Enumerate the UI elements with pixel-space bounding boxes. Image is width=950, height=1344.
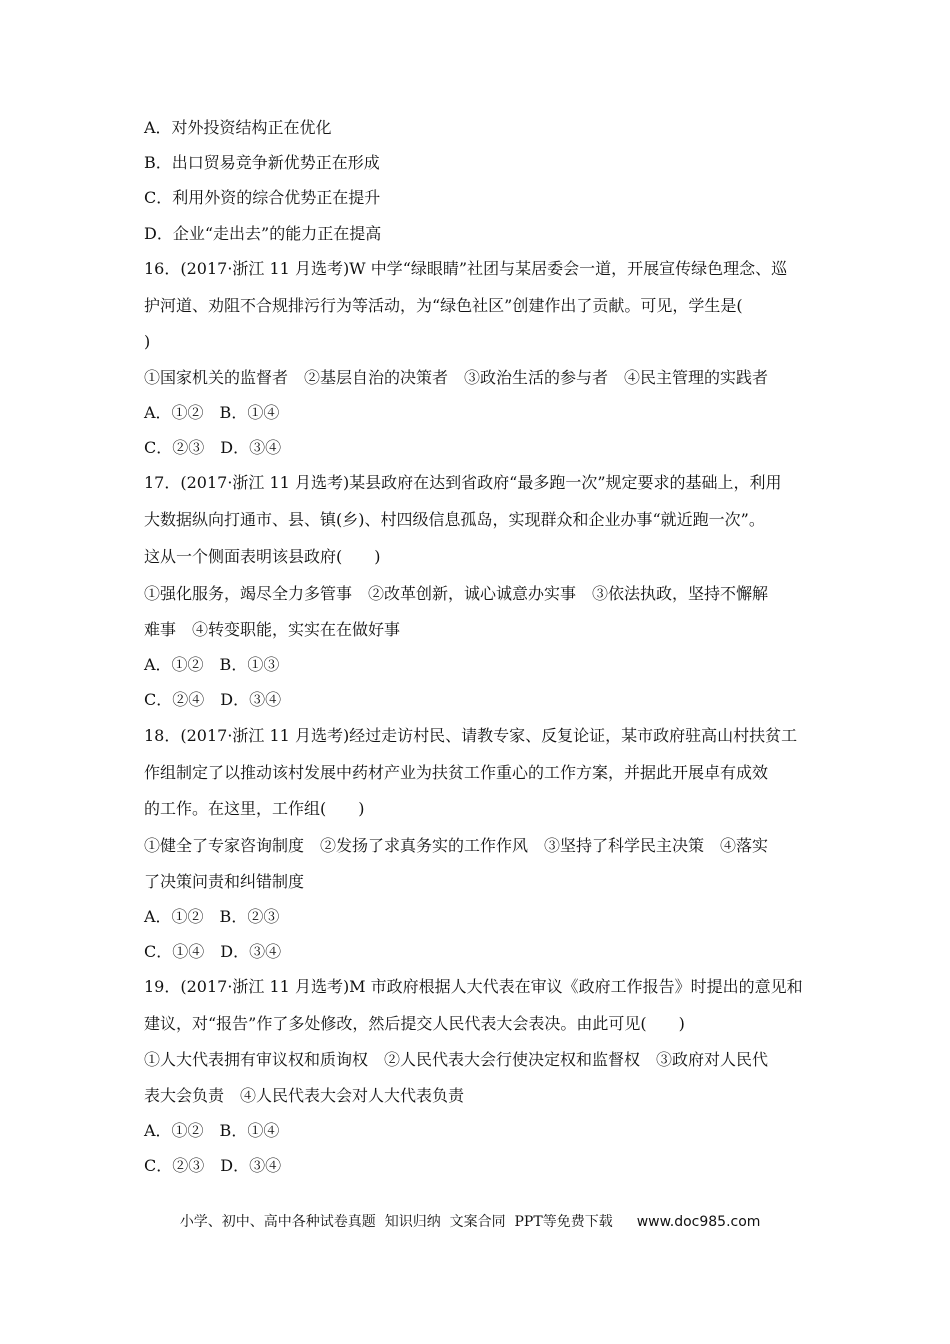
page-footer — [162, 1192, 760, 1252]
question-18-stem: 作组制定了以推动该村发展中药材产业为扶贫工作重心的工作方案，并据此开展卓有成效 — [144, 763, 769, 782]
question-16-stem: ) — [144, 332, 151, 351]
footer-text: 小学、初中、高中各种试卷真题 知识归纳 文案合同 PPT等免费下载 — [179, 1214, 613, 1230]
question-17-statements: 难事 ④转变职能，实实在在做好事 — [144, 620, 401, 639]
question-18-option: A．①② B．②③ — [144, 907, 280, 926]
question-19-statements: 表大会负责 ④人民代表大会对人大代表负责 — [144, 1086, 465, 1105]
question-17-statements: ①强化服务，竭尽全力多管事 ②改革创新，诚心诚意办实事 ③依法执政，坚持不懈解 — [144, 584, 769, 603]
question-16-option: C．②③ D．③④ — [144, 438, 282, 457]
question-18-stem: 的工作。在这里，工作组( ) — [144, 799, 365, 818]
question-17-stem: 大数据纵向打通市、县、镇(乡)、村四级信息孤岛，实现群众和企业办事“就近跑一次”。 — [144, 510, 765, 529]
question-16-stem: 16．(2017·浙江 11 月选考)W 中学“绿眼睛”社团与某居委会一道，开展宣传绿色理念、巡 — [144, 259, 788, 278]
option-line: D．企业“走出去”的能力正在提高 — [144, 224, 382, 243]
question-16-statements: ①国家机关的监督者 ②基层自治的决策者 ③政治生活的参与者 ④民主管理的实践者 — [144, 368, 769, 387]
option-line: C．利用外资的综合优势正在提升 — [144, 188, 381, 207]
question-19-stem: 建议，对“报告”作了多处修改，然后提交人民代表大会表决。由此可见( ) — [144, 1014, 685, 1033]
question-17-stem: 这从一个侧面表明该县政府( ) — [144, 547, 381, 566]
question-17-option: C．②④ D．③④ — [144, 690, 282, 709]
question-19-option: C．②③ D．③④ — [144, 1156, 282, 1175]
question-18-statements: 了决策问责和纠错制度 — [144, 872, 305, 891]
question-16-stem: 护河道、劝阻不合规排污行为等活动，为“绿色社区”创建作出了贡献。可见，学生是( — [144, 296, 743, 315]
question-18-option: C．①④ D．③④ — [144, 942, 282, 961]
question-19-stem: 19．(2017·浙江 11 月选考)M 市政府根据人大代表在审议《政府工作报告》时提出的意见和 — [144, 977, 803, 996]
option-line: B．出口贸易竞争新优势正在形成 — [144, 153, 380, 172]
question-17-option: A．①② B．①③ — [144, 655, 280, 674]
question-19-statements: ①人大代表拥有审议权和质询权 ②人民代表大会行使决定权和监督权 ③政府对人民代 — [144, 1050, 769, 1069]
footer-url-link[interactable]: www.doc985.com — [636, 1214, 761, 1230]
question-19-option: A．①② B．①④ — [144, 1121, 280, 1140]
option-line: A．对外投资结构正在优化 — [144, 118, 332, 137]
question-17-stem: 17．(2017·浙江 11 月选考)某县政府在达到省政府“最多跑一次”规定要求的基础上，利用 — [144, 473, 782, 492]
question-18-statements: ①健全了专家咨询制度 ②发扬了求真务实的工作作风 ③坚持了科学民主决策 ④落实 — [144, 836, 769, 855]
question-18-stem: 18．(2017·浙江 11 月选考)经过走访村民、请教专家、反复论证，某市政府驻高山村扶贫工 — [144, 726, 798, 745]
question-16-option: A．①② B．①④ — [144, 403, 280, 422]
